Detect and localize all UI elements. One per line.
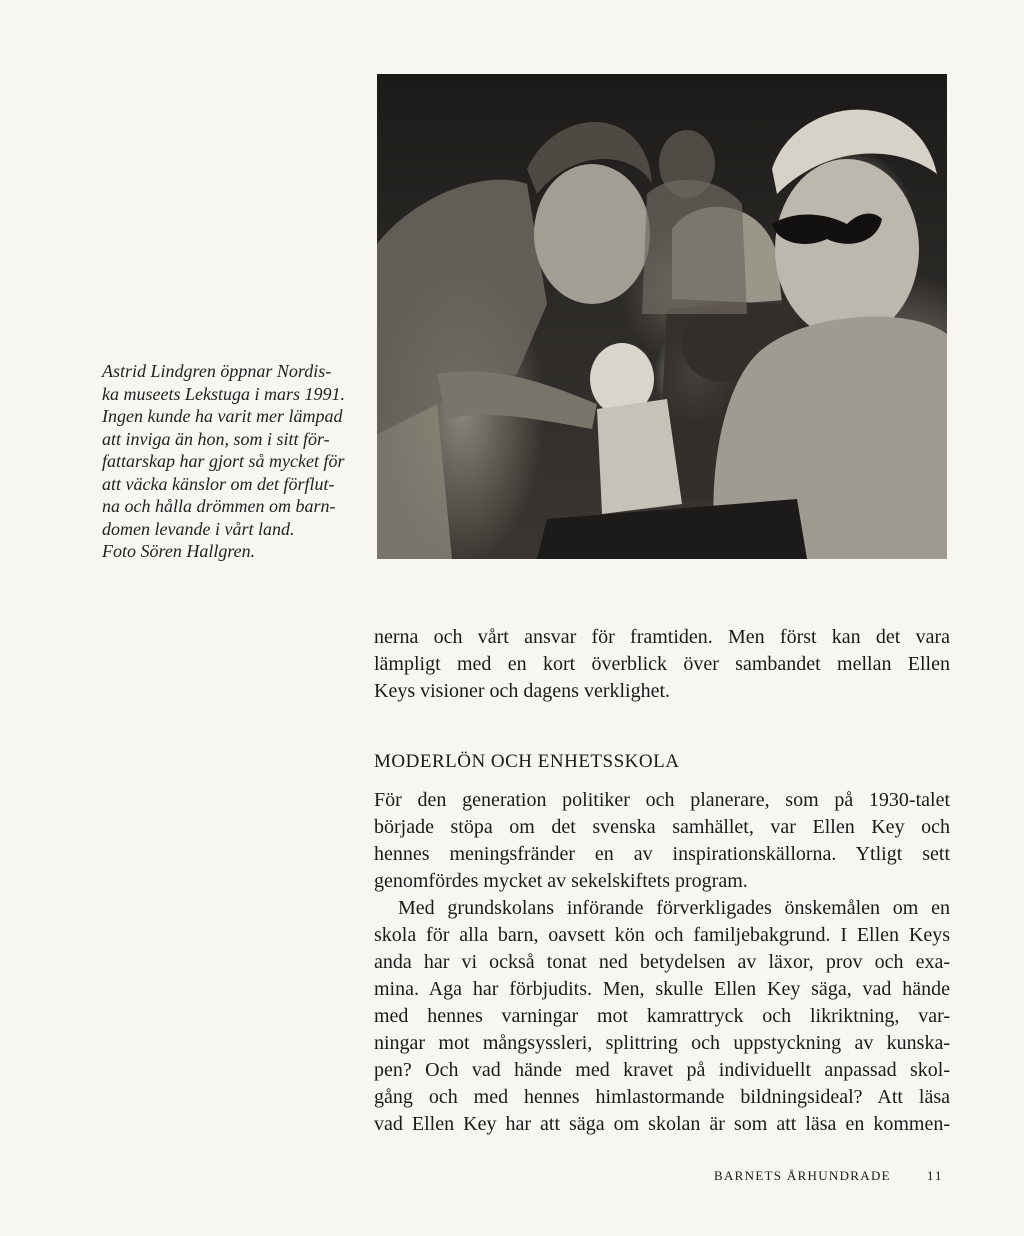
caption-line: na och hålla drömmen om barn- bbox=[102, 496, 336, 516]
paragraph-intro bbox=[374, 624, 950, 705]
text-line: med hennes varningar mot kamrattryck och likriktning, var- bbox=[374, 1005, 950, 1027]
paragraph-2 bbox=[374, 895, 950, 1138]
paragraph-1 bbox=[374, 787, 950, 895]
photograph bbox=[377, 74, 947, 559]
text-line: Med grundskolans införande förverkligades önskemålen om en bbox=[398, 897, 950, 919]
text-line: gång och med hennes himlastormande bildningsideal? Att läsa bbox=[374, 1086, 950, 1108]
text-line: vad Ellen Key har att säga om skolan är som att läsa en kommen- bbox=[374, 1113, 950, 1135]
section-heading: MODERLÖN OCH ENHETSSKOLA bbox=[374, 751, 680, 772]
photo-illustration bbox=[377, 74, 947, 559]
running-footer-title: BARNETS ÅRHUNDRADE bbox=[714, 1168, 891, 1183]
text-line: hennes meningsfränder en av inspirationskällorna. Ytligt sett bbox=[374, 843, 950, 865]
text-line: genomfördes mycket av sekelskiftets program. bbox=[374, 870, 748, 892]
text-line: lämpligt med en kort överblick över sambandet mellan Ellen bbox=[374, 653, 950, 675]
text-line: nerna och vårt ansvar för framtiden. Men först kan det vara bbox=[374, 626, 950, 648]
caption-line: ka museets Lekstuga i mars 1991. bbox=[102, 383, 345, 404]
caption-line: Astrid Lindgren öppnar Nordis- bbox=[102, 361, 332, 381]
photo-caption bbox=[102, 360, 374, 563]
text-line: ningar mot mångsyssleri, splittring och uppstyckning av kunska- bbox=[374, 1032, 950, 1054]
text-line: anda har vi också tonat ned betydelsen av läxor, prov och exa- bbox=[374, 951, 950, 973]
text-line: började stöpa om det svenska samhället, var Ellen Key och bbox=[374, 816, 950, 838]
page-number: 11 bbox=[927, 1168, 944, 1183]
text-line: skola för alla barn, oavsett kön och familjebakgrund. I Ellen Keys bbox=[374, 924, 950, 946]
caption-line: att väcka känslor om det förflut- bbox=[102, 473, 335, 494]
text-line: mina. Aga har förbjudits. Men, skulle Ellen Key säga, vad hände bbox=[374, 978, 950, 1000]
caption-line: Ingen kunde ha varit mer lämpad bbox=[102, 406, 343, 426]
text-line: pen? Och vad hände med kravet på individuellt anpassad skol- bbox=[374, 1059, 950, 1081]
caption-line: fattarskap har gjort så mycket för bbox=[102, 451, 345, 471]
text-line: För den generation politiker och planerare, som på 1930-talet bbox=[374, 789, 950, 811]
caption-credit: Foto Sören Hallgren. bbox=[102, 541, 256, 561]
text-line: Keys visioner och dagens verklighet. bbox=[374, 680, 671, 702]
caption-line: domen levande i vårt land. bbox=[102, 518, 295, 539]
caption-line: att inviga än hon, som i sitt för- bbox=[102, 428, 330, 449]
